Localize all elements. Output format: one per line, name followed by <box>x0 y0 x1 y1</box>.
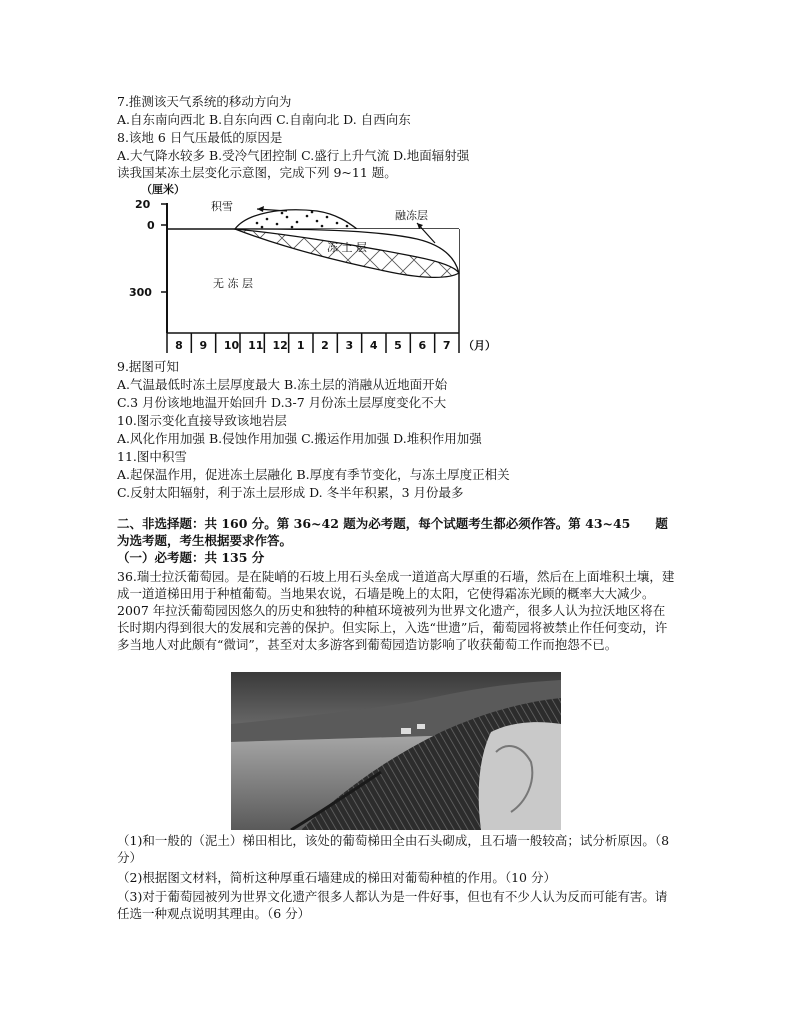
y-unit-label: （厘米） <box>141 183 185 196</box>
q7-options: A.自东南向西北 B.自东向西 C.自南向北 D. 自西向东 <box>117 112 411 127</box>
month-tick-label: 9 <box>199 339 208 352</box>
section2-subheading: （一）必考题：共 135 分 <box>117 550 265 565</box>
thaw-layer-label: 融冻层 <box>395 209 428 222</box>
snow-label: 积雪 <box>211 200 233 213</box>
month-tick-label: 4 <box>369 339 378 352</box>
month-tick-label: 6 <box>418 339 427 352</box>
q11-stem: 11.图中积雪 <box>117 449 187 464</box>
q8-stem: 8.该地 6 日气压最低的原因是 <box>117 130 283 145</box>
y-tick-20: 20 <box>135 198 151 211</box>
q9-option-line-2: C.3 月份该地地温开始回升 D.3-7 月份冻土层厚度变化不大 <box>117 395 447 410</box>
q10-stem: 10.图示变化直接导致该地岩层 <box>117 413 287 428</box>
frozen-layer-label: 冻 土 层 <box>327 241 367 254</box>
month-tick-label: 11 <box>248 339 264 352</box>
month-ticks <box>167 333 459 353</box>
q36-sub1: （1)和一般的（泥土）梯田相比，该处的葡萄梯田全由石头砌成，且石墙一般较高；试分析原因。（8 分） <box>117 833 670 865</box>
q9-stem: 9.据图可知 <box>117 359 179 374</box>
frozen-soil-diagram <box>117 183 507 355</box>
section2-heading-2: 为选考题，考生根据要求作答。 <box>117 533 293 548</box>
lavaux-vineyard-photo <box>231 672 561 830</box>
month-tick-label: 7 <box>442 339 451 352</box>
month-tick-label: 5 <box>394 339 402 352</box>
snow-cover-shape <box>235 210 357 229</box>
q8-options: A.大气降水较多 B.受冷气团控制 C.盛行上升气流 D.地面辐射强 <box>117 148 470 163</box>
q36-sub3: （3)对于葡萄园被列为世界文化遗产很多人都认为是一件好事，但也有不少人认为反而可能有害。请任选一种观点说明其理由。（6 分） <box>117 889 668 921</box>
month-tick-label: 2 <box>321 339 329 352</box>
q11-option-line-2: C.反射太阳辐射，利于冻土层形成 D. 冬半年积累，3 月份最多 <box>117 485 464 500</box>
month-tick-label: 1 <box>296 339 305 352</box>
intro-9-11: 读我国某冻土层变化示意图，完成下列 9~11 题。 <box>117 165 397 180</box>
q10-options: A.风化作用加强 B.侵蚀作用加强 C.搬运作用加强 D.堆积作用加强 <box>117 431 482 446</box>
month-unit-label: （月） <box>463 339 496 352</box>
month-tick-label: 10 <box>223 339 240 352</box>
q9-option-line-1: A.气温最低时冻土层厚度最大 B.冻土层的消融从近地面开始 <box>117 377 448 392</box>
month-tick-label: 3 <box>345 339 354 352</box>
y-tick-0: 0 <box>147 219 155 232</box>
month-tick-label: 8 <box>175 339 183 352</box>
month-tick-label: 12 <box>272 339 288 352</box>
no-frozen-label: 无 冻 层 <box>213 277 253 290</box>
q36-sub2: （2)根据图文材料，简析这种厚重石墙建成的梯田对葡萄种植的作用。（10 分） <box>117 870 556 885</box>
q36-passage: 36.瑞士拉沃葡萄园。是在陡峭的石坡上用石头垒成一道道高大厚重的石墙，然后在上面堆积土壤，建成一道道梯田用于种植葡萄。当地果农说，石墙是晚上的太阳，它使得霜冻光顾的概率大大减少。2007 年拉沃葡萄园因悠久的历史和独特的种植环境被列为世界文化遗产，很多人认为拉沃地区将在长时期内得到很大的发展和完善的保护。但实际上，入选“世遗”后，葡萄园将被禁止作任何变动，许多当地人对此颇有“微词”，甚至对太多游客到葡萄园造访影响了收获葡萄工作而抱怨不已。 <box>117 569 675 652</box>
q11-option-line-1: A.起保温作用，促进冻土层融化 B.厚度有季节变化，与冻土厚度正相关 <box>117 467 510 482</box>
section2-heading: 二、非选择题：共 160 分。第 36~42 题为必考题，每个试题考生都必须作答。第 43~45 题 <box>117 516 668 531</box>
q7-stem: 7.推测该天气系统的移动方向为 <box>117 94 292 109</box>
y-tick-300: 300 <box>129 286 152 299</box>
